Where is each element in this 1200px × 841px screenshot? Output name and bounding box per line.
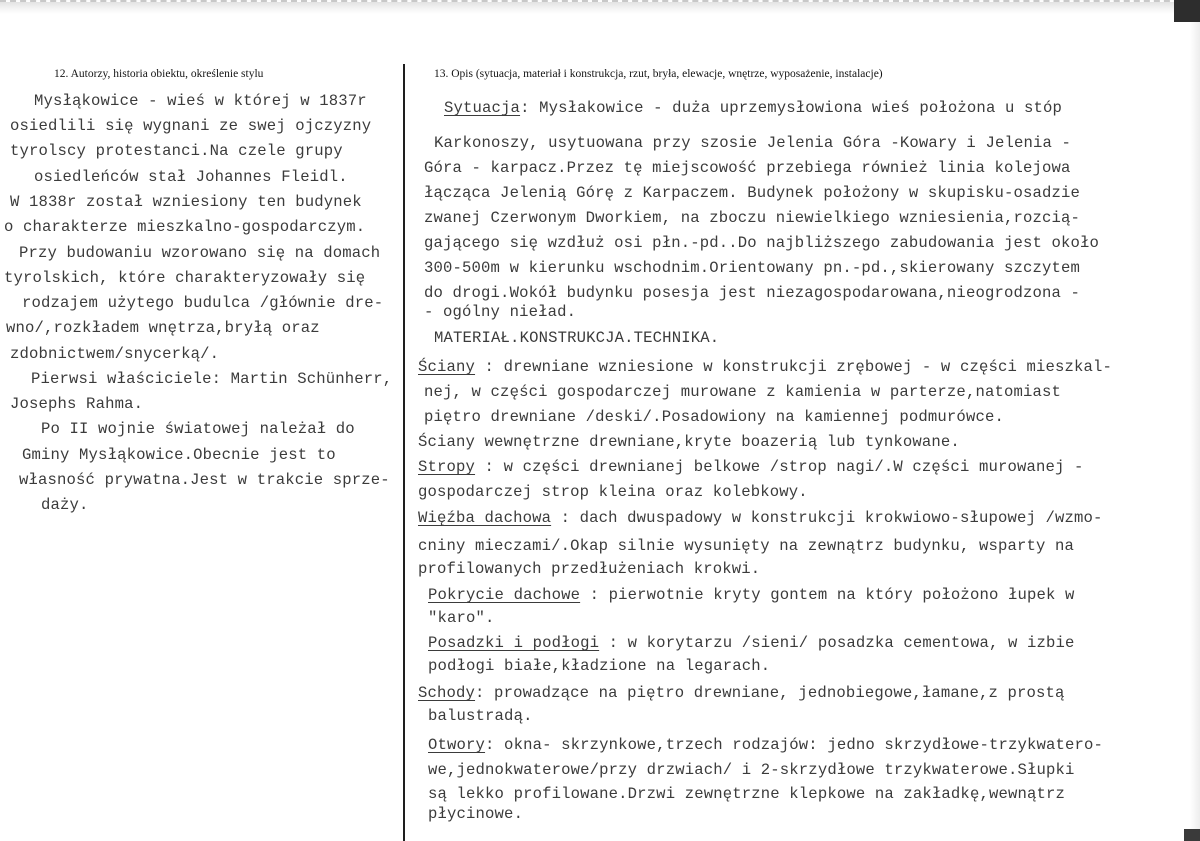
left-line: rodzajem użytego budulca /głównie dre- bbox=[22, 294, 384, 312]
left-line: osiedlili się wygnani ze swej ojczyzny bbox=[10, 117, 372, 135]
right-line: do drogi.Wokół budynku posesja jest niezagospodarowana,nieogrodzona - bbox=[424, 284, 1081, 302]
right-line: Więźba dachowa : dach dwuspadowy w konstrukcji krokwiowo-słupowej /wzmo- bbox=[418, 509, 1103, 527]
scan-corner-top-right bbox=[1174, 0, 1200, 22]
left-line: Pierwsi właściciele: Martin Schünherr, bbox=[31, 370, 393, 388]
right-line: łącząca Jelenią Górę z Karpaczem. Budynek położony w skupisku-osadzie bbox=[424, 184, 1081, 202]
right-section-heading: MATERIAŁ.KONSTRUKCJA.TECHNIKA. bbox=[434, 329, 720, 347]
section-label-sciany: Ściany bbox=[418, 358, 476, 376]
left-line: zdobnictwem/snycerką/. bbox=[10, 345, 220, 363]
right-line: zwanej Czerwonym Dworkiem, na zboczu niewielkiego wzniesienia,rozcią- bbox=[424, 209, 1081, 227]
right-line: płycinowe. bbox=[428, 805, 524, 823]
section-label-wiezba: Więźba dachowa bbox=[418, 509, 552, 527]
right-line: Ściany : drewniane wzniesione w konstrukcji zrębowej - w części mieszkal- bbox=[418, 358, 1113, 376]
scan-right-edge bbox=[1190, 0, 1200, 841]
left-line: Josephs Rahma. bbox=[10, 395, 144, 413]
left-line: osiedleńców stał Johannes Fleidl. bbox=[34, 168, 348, 186]
right-line: profilowanych przedłużeniach krokwi. bbox=[418, 560, 761, 578]
right-line: gospodarczej strop kleina oraz kolebkowy. bbox=[418, 483, 808, 501]
section-label-pokrycie: Pokrycie dachowe bbox=[428, 586, 581, 604]
right-column-header: 13. Opis (sytuacja, materiał i konstrukcja, rzut, bryła, elewacje, wnętrze, wyposażenie, instalacje) bbox=[434, 68, 883, 80]
right-line: Pokrycie dachowe : pierwotnie kryty gontem na który położono łupek w bbox=[428, 586, 1075, 604]
right-line: "karo". bbox=[428, 609, 495, 627]
left-line: wno/,rozkładem wnętrza,bryłą oraz bbox=[6, 319, 320, 337]
right-line: podłogi białe,kładzione na legarach. bbox=[428, 657, 771, 675]
section-label-otwory: Otwory bbox=[428, 736, 486, 754]
right-line: balustradą. bbox=[428, 707, 533, 725]
right-line: we,jednokwaterowe/przy drzwiach/ i 2-skrzydłowe trzykwaterowe.Słupki bbox=[428, 761, 1075, 779]
right-line: Karkonoszy, usytuowana przy szosie Jelenia Góra -Kowary i Jelenia - bbox=[434, 134, 1072, 152]
left-column-header: 12. Autorzy, historia obiektu, określenie stylu bbox=[54, 68, 264, 80]
right-line: Schody: prowadzące na piętro drewniane, jednobiegowe,łamane,z prostą bbox=[418, 684, 1065, 702]
left-line: W 1838r został wzniesiony ten budynek bbox=[10, 193, 362, 211]
right-line: Sytuacja: Mysłakowice - duża uprzemysłowiona wieś położona u stóp bbox=[444, 99, 1063, 117]
right-line: gającego się wzdłuż osi płn.-pd..Do najbliższego zabudowania jest około bbox=[424, 234, 1100, 252]
left-line: Przy budowaniu wzorowano się na domach bbox=[19, 244, 381, 262]
right-line: cniny mieczami/.Okap silnie wysunięty na zewnątrz budynku, wsparty na bbox=[418, 537, 1075, 555]
section-label-sytuacja: Sytuacja bbox=[444, 99, 521, 117]
left-line: własność prywatna.Jest w trakcie sprze- bbox=[19, 471, 390, 489]
right-line: Ściany wewnętrzne drewniane,kryte boazerią lub tynkowane. bbox=[418, 433, 960, 451]
section-label-stropy: Stropy bbox=[418, 458, 476, 476]
scan-corner-bottom-right bbox=[1184, 829, 1200, 841]
section-label-schody: Schody bbox=[418, 684, 476, 702]
right-line: - ogólny nieład. bbox=[424, 303, 577, 321]
right-line: Otwory: okna- skrzynkowe,trzech rodzajów: jedno skrzydłowe-trzykwatero- bbox=[428, 736, 1104, 754]
left-line: Mysłąkowice - wieś w której w 1837r bbox=[34, 92, 367, 110]
right-line: Stropy : w części drewnianej belkowe /strop nagi/.W części murowanej - bbox=[418, 458, 1084, 476]
left-line: daży. bbox=[41, 496, 89, 514]
right-line: 300-500m w kierunku wschodnim.Orientowany pn.-pd.,skierowany szczytem bbox=[424, 259, 1081, 277]
right-line: nej, w części gospodarczej murowane z kamienia w parterze,natomiast bbox=[424, 383, 1062, 401]
left-line: Gminy Mysłąkowice.Obecnie jest to bbox=[22, 446, 336, 464]
column-divider bbox=[403, 64, 405, 841]
scan-top-edge bbox=[0, 0, 1200, 14]
right-line: piętro drewniane /deski/.Posadowiony na kamiennej podmurówce. bbox=[424, 408, 1004, 426]
right-line: Posadzki i podłogi : w korytarzu /sieni/ posadzka cementowa, w izbie bbox=[428, 634, 1075, 652]
section-label-posadzki: Posadzki i podłogi bbox=[428, 634, 600, 652]
left-line: tyrolskich, które charakteryzowały się bbox=[4, 269, 366, 287]
left-line: Po II wojnie światowej należał do bbox=[41, 420, 355, 438]
left-line: o charakterze mieszkalno-gospodarczym. bbox=[4, 218, 366, 236]
right-line: Góra - karpacz.Przez tę miejscowość przebiega również linia kolejowa bbox=[424, 159, 1071, 177]
right-line: są lekko profilowane.Drzwi zewnętrzne klepkowe na zakładkę,wewnątrz bbox=[428, 785, 1066, 803]
left-line: tyrolscy protestanci.Na czele grupy bbox=[10, 142, 343, 160]
